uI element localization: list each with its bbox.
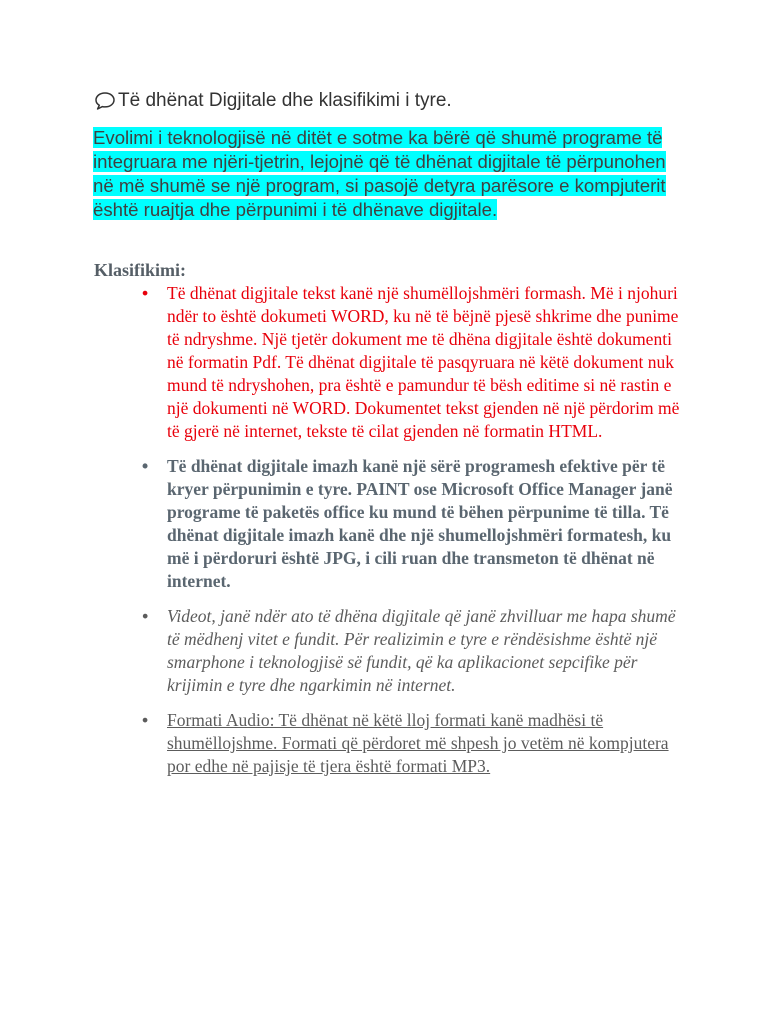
bullet-icon: • <box>142 283 149 303</box>
intro-paragraph <box>93 126 673 222</box>
list-item-text-data <box>140 282 680 443</box>
classification-list <box>140 282 680 778</box>
list-item-text: Formati Audio: Të dhënat në këtë lloj formati kanë madhësi të shumëllojshme. Formati që përdoret më shpesh jo vetëm në kompjutera por edhe në pajisje të tjera është formati MP3. <box>167 710 669 776</box>
bullet-icon: • <box>142 710 149 730</box>
list-item-text: Të dhënat digjitale tekst kanë një shumëllojshmëri formash. Më i njohuri ndër to është dokumeti WORD, ku në të bëjnë pjesë shkrime dhe punime të ndryshme. Një tjetër dokument me të dhëna digjitale është dokumenti në formatin Pdf. Të dhënat digjitale të pasqyruara në këtë dokument nuk mund të ndryshohen, pra është e pamundur të bësh editime si në rastin e një dokumenti në WORD. Dokumentet tekst gjenden në një përdorim më të gjerë në internet, tekste të cilat gjenden në formatin HTML. <box>167 283 680 441</box>
list-item-text: Videot, janë ndër ato të dhëna digjitale që janë zhvilluar me hapa shumë të mëdhenj vitet e fundit. Për realizimin e tyre e rëndësishme është një smarphone i teknologjisë së fundit, që ka aplikacionet sepcifike për krijimin e tyre dhe ngarkimin në internet. <box>167 606 676 695</box>
document-title <box>94 90 452 112</box>
title-text: Të dhënat Digjitale dhe klasifikimi i tyre. <box>118 90 452 111</box>
bullet-icon: • <box>142 606 149 626</box>
classification-heading: Klasifikimi: <box>94 260 187 280</box>
bullet-icon: • <box>142 456 149 476</box>
highlighted-intro-text: Evolimi i teknologjisë në ditët e sotme ka bërë që shumë programe të integruara me njëri-tjetrin, lejojnë që të dhënat digjitale të përpunohen në më shumë se një program, si pasojë detyra parësore e kompjuterit është ruajtja dhe përpunimi i të dhënave digjitale. <box>93 127 666 220</box>
list-item-text: Të dhënat digjitale imazh kanë një sërë programesh efektive për të kryer përpunimin e tyre. PAINT ose Microsoft Office Manager janë programe të paketës office ku mund të bëhen përpunime të tilla. Të dhënat digjitale imazh kanë dhe një shumellojshmëri formatesh, ku më i përdoruri është JPG, i cili ruan dhe transmeton të dhënat në internet. <box>167 456 673 591</box>
list-item-image-data <box>140 455 680 593</box>
list-item-audio-data <box>140 709 680 778</box>
speech-bubble-icon <box>94 91 116 111</box>
list-item-video-data <box>140 605 680 697</box>
